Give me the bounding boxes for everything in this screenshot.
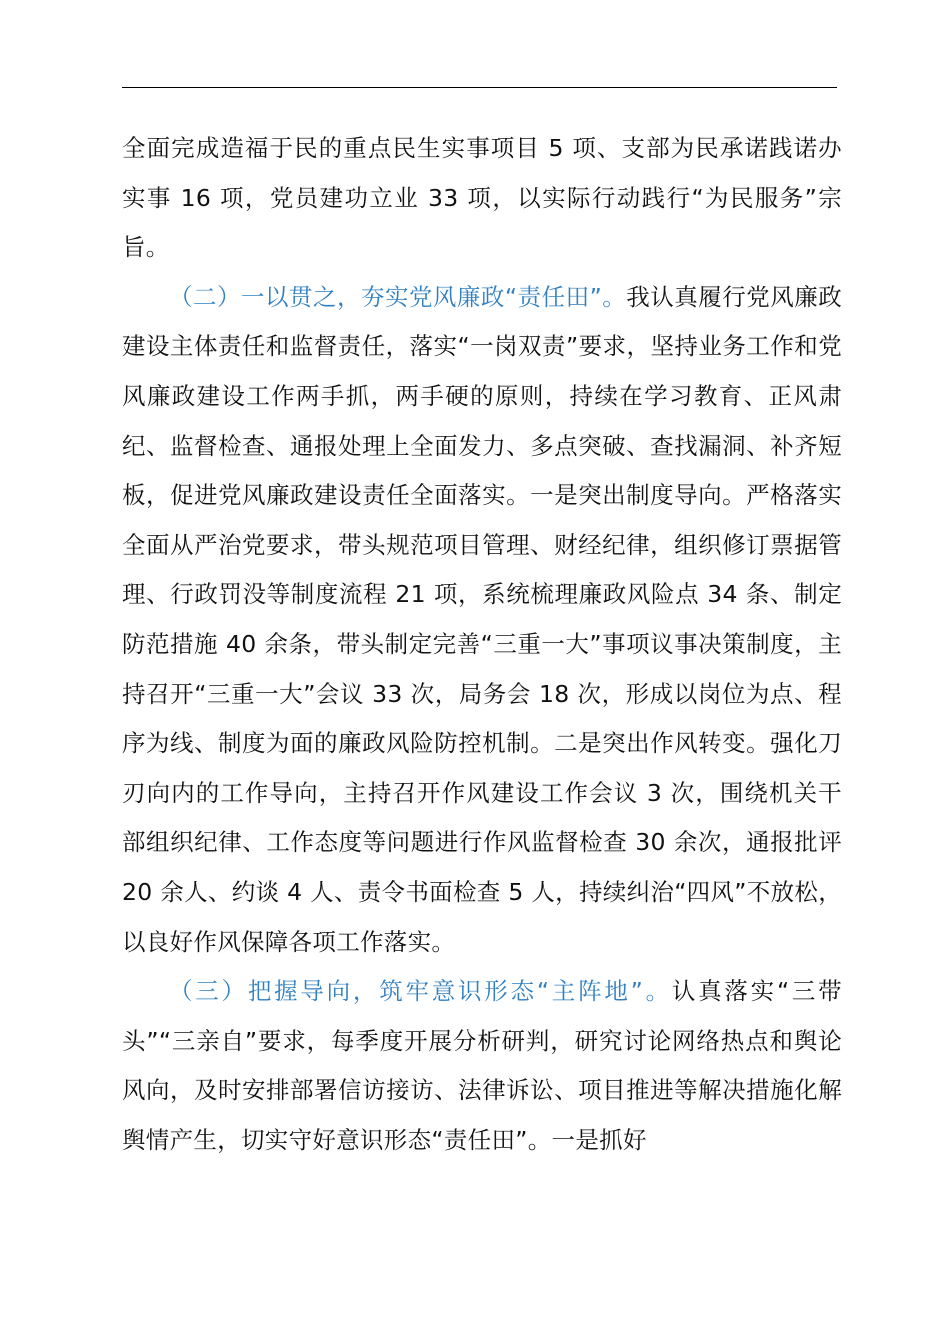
paragraph-continuation	[122, 124, 842, 273]
section-heading: （三）把握导向，筑牢意识形态“主阵地”。	[169, 977, 672, 1006]
paragraph-text: 认真落实“三带头”“三亲自”要求，每季度开展分析研判，研究讨论网络热点和舆论风向，及时安排部署信访接访、法律诉讼、项目推进等解决措施化解舆情产生，切实守好意识形态“责任田”。一是抓好	[122, 977, 842, 1154]
document-body	[122, 124, 842, 1165]
header-rule	[122, 87, 837, 88]
paragraph-text: 我认真履行党风廉政建设主体责任和监督责任，落实“一岗双责”要求，坚持业务工作和党风廉政建设工作两手抓，两手硬的原则，持续在学习教育、正风肃纪、监督检查、通报处理上全面发力、多点突破、查找漏洞、补齐短板，促进党风廉政建设责任全面落实。一是突出制度导向。严格落实全面从严治党要求，带头规范项目管理、财经纪律，组织修订票据管理、行政罚没等制度流程 21 项，系统梳理廉政风险点 34 条、制定防范措施 40 余条，带头制定完善“三重一大”事项议事决策制度，主持召开“三重一大”会议 33 次，局务会 18 次，形成以岗位为点、程序为线、制度为面的廉政风险防控机制。二是突出作风转变。强化刀刃向内的工作导向，主持召开作风建设工作会议 3 次，围绕机关干部组织纪律、工作态度等问题进行作风监督检查 30 余次，通报批评 20 余人、约谈 4 人、责令书面检查 5 人，持续纠治“四风”不放松，以良好作风保障各项工作落实。	[122, 282, 842, 956]
paragraph-text: 全面完成造福于民的重点民生实事项目 5 项、支部为民承诺践诺办实事 16 项，党员建功立业 33 项，以实际行动践行“为民服务”宗旨。	[122, 134, 842, 262]
section-heading: （二）一以贯之，夯实党风廉政“责任田”。	[169, 282, 627, 311]
paragraph-section-2	[122, 273, 842, 967]
paragraph-section-3	[122, 967, 842, 1165]
